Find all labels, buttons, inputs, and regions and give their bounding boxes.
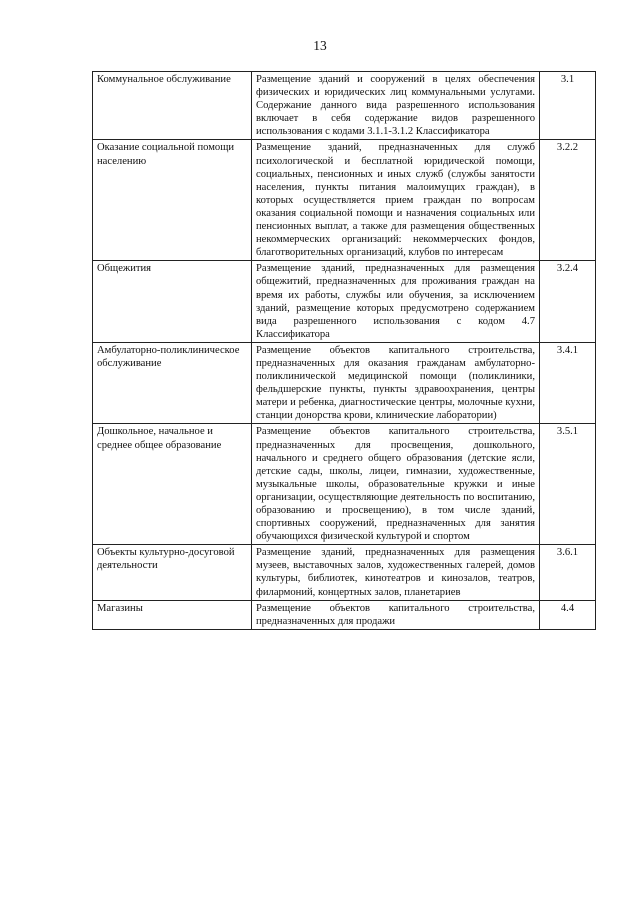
table-row — [93, 600, 596, 629]
use-type-name: Объекты культурно-досуговой деятельности — [93, 545, 252, 600]
use-type-description: Размещение зданий, предназначенных для служб психологической и бесплатной юридической помощи, социальных, пенсионных и иных служб (службы занятости населения, пункты питания малоимущих граждан), в которых осуществляется прием граждан по вопросам оказания социальной помощи и назначения социальных или пенсионных выплат, а также для размещения общественных некоммерческих организаций: некоммерческих фондов, благотворительных организаций, клубов по интересам — [252, 140, 540, 261]
use-type-name: Коммунальное обслуживание — [93, 72, 252, 140]
table-row — [93, 342, 596, 424]
use-type-code: 3.5.1 — [540, 424, 596, 545]
table-row — [93, 72, 596, 140]
use-type-code: 3.6.1 — [540, 545, 596, 600]
use-type-description: Размещение объектов капитального строительства, предназначенных для продажи — [252, 600, 540, 629]
use-type-code: 3.2.4 — [540, 261, 596, 343]
use-type-code: 3.4.1 — [540, 342, 596, 424]
use-type-name: Магазины — [93, 600, 252, 629]
use-type-name: Оказание социальной помощи населению — [93, 140, 252, 261]
table-row — [93, 545, 596, 600]
use-type-name: Дошкольное, начальное и среднее общее образование — [93, 424, 252, 545]
use-type-name: Общежития — [93, 261, 252, 343]
table-row — [93, 261, 596, 343]
page-number: 13 — [313, 38, 327, 53]
table-row — [93, 424, 596, 545]
use-type-description: Размещение зданий и сооружений в целях обеспечения физических и юридических лиц коммунальными услугами. Содержание данного вида разрешенного использования включает в себя содержание видов разрешенного использования с кодами 3.1.1-3.1.2 Классификатора — [252, 72, 540, 140]
land-use-classifier-table — [92, 71, 596, 630]
use-type-description: Размещение зданий, предназначенных для размещения музеев, выставочных залов, художественных галерей, домов культуры, библиотек, кинотеатров и кинозалов, театров, филармоний, концертных залов, планетариев — [252, 545, 540, 600]
use-type-code: 3.2.2 — [540, 140, 596, 261]
use-type-code: 4.4 — [540, 600, 596, 629]
use-type-name: Амбулаторно-поликлиническое обслуживание — [93, 342, 252, 424]
use-type-description: Размещение объектов капитального строительства, предназначенных для оказания гражданам амбулаторно-поликлинической медицинской помощи (поликлиники, фельдшерские пункты, пункты здравоохранения, центры матери и ребенка, диагностические центры, молочные кухни, станции донорства крови, клинические лаборатории) — [252, 342, 540, 424]
use-type-description: Размещение зданий, предназначенных для размещения общежитий, предназначенных для проживания граждан на время их работы, службы или обучения, за исключением зданий, размещение которых предусмотрено содержанием вида разрешенного использования с кодом 4.7 Классификатора — [252, 261, 540, 343]
use-type-code: 3.1 — [540, 72, 596, 140]
use-type-description: Размещение объектов капитального строительства, предназначенных для просвещения, дошкольного, начального и среднего общего образования (детские ясли, детские сады, школы, лицеи, гимназии, художественные, музыкальные школы, образовательные кружки и иные организации, осуществляющие деятельность по воспитанию, образованию и просвещению), в том числе зданий, спортивных сооружений, предназначенных для занятия обучающихся физической культурой и спортом — [252, 424, 540, 545]
table-row — [93, 140, 596, 261]
